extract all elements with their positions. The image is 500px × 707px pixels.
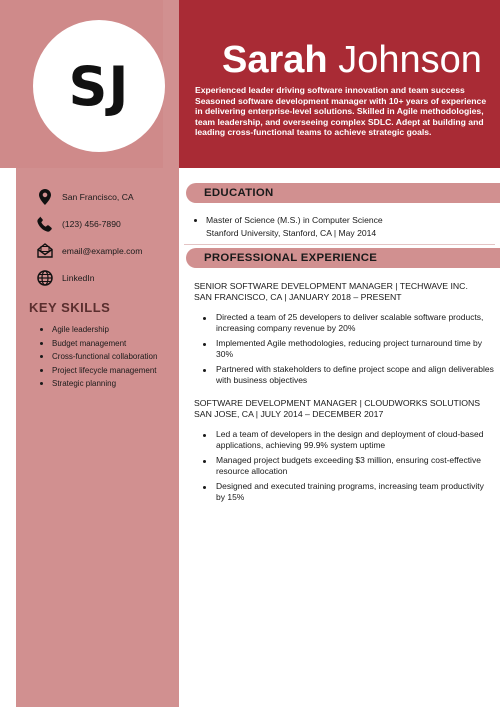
job-location-dates: SAN FRANCISCO, CA | JANUARY 2018 – PRESENT xyxy=(194,292,402,302)
phone-icon xyxy=(36,215,54,233)
monogram-avatar xyxy=(33,20,165,152)
job-entry-1 xyxy=(194,281,494,391)
contact-linkedin[interactable] xyxy=(36,264,176,291)
skills-heading: KEY SKILLS xyxy=(29,300,111,315)
skill-item: Cross-functional collaboration xyxy=(38,350,178,364)
job-bullet: Managed project budgets exceeding $3 million, ensuring cost-effective resource allocation xyxy=(194,455,494,477)
education-section-bar xyxy=(186,183,500,203)
job-location-dates: SAN JOSE, CA | JULY 2014 – DECEMBER 2017 xyxy=(194,409,384,419)
contact-location xyxy=(36,183,176,210)
section-divider xyxy=(184,244,495,245)
globe-icon xyxy=(36,269,54,287)
job-bullet: Directed a team of 25 developers to deliver scalable software products, increasing company revenue by 20% xyxy=(194,312,494,334)
contact-list xyxy=(36,183,176,291)
skill-item: Strategic planning xyxy=(38,377,178,391)
contact-email-text[interactable]: email@example.com xyxy=(62,245,143,256)
school-and-date: Stanford University, Stanford, CA | May 2014 xyxy=(206,227,377,238)
job-bullets xyxy=(194,312,494,386)
job-title: SOFTWARE DEVELOPMENT MANAGER | CLOUDWORKS SOLUTIONS xyxy=(194,398,481,408)
job-bullet: Partnered with stakeholders to define project scope and align deliverables with business objectives xyxy=(194,364,494,386)
job-bullet: Led a team of developers in the design and deployment of cloud-based applications, achieving 99.9% system uptime xyxy=(194,429,494,451)
envelope-icon xyxy=(36,242,54,260)
skills-list xyxy=(38,323,178,391)
experience-section-bar xyxy=(186,248,500,268)
contact-linkedin-text[interactable]: LinkedIn xyxy=(62,272,95,283)
contact-email[interactable] xyxy=(36,237,176,264)
last-name: Johnson xyxy=(338,39,482,81)
job-entry-2 xyxy=(194,398,494,508)
first-name: Sarah xyxy=(222,39,328,81)
education-list xyxy=(193,214,493,239)
education-entry xyxy=(193,214,493,239)
job-title: SENIOR SOFTWARE DEVELOPMENT MANAGER | TECHWAVE INC. xyxy=(194,281,468,291)
education-heading: EDUCATION xyxy=(204,187,274,199)
experience-heading: PROFESSIONAL EXPERIENCE xyxy=(204,252,378,264)
monogram-text: SJ xyxy=(68,54,130,118)
skill-item: Project lifecycle management xyxy=(38,364,178,378)
full-name xyxy=(222,38,492,82)
profile-summary: Experienced leader driving software innovation and team success Seasoned software development manager with 10+ years of experience in delivering enterprise-level solutions. Skilled in Agile methodologies, team leadership, and overseeing complex SDLC. Adept at building and leading cross-functional teams to achieve strategic goals. xyxy=(195,85,487,138)
contact-location-text: San Francisco, CA xyxy=(62,191,134,202)
header-band xyxy=(179,0,500,168)
job-bullet: Implemented Agile methodologies, reducing project turnaround time by 30% xyxy=(194,338,494,360)
location-pin-icon xyxy=(36,188,54,206)
contact-phone xyxy=(36,210,176,237)
job-bullets xyxy=(194,429,494,503)
degree: Master of Science (M.S.) in Computer Science xyxy=(206,215,383,225)
job-bullet: Designed and executed training programs, increasing team productivity by 15% xyxy=(194,481,494,503)
skill-item: Budget management xyxy=(38,337,178,351)
contact-phone-text: (123) 456-7890 xyxy=(62,218,121,229)
skill-item: Agile leadership xyxy=(38,323,178,337)
